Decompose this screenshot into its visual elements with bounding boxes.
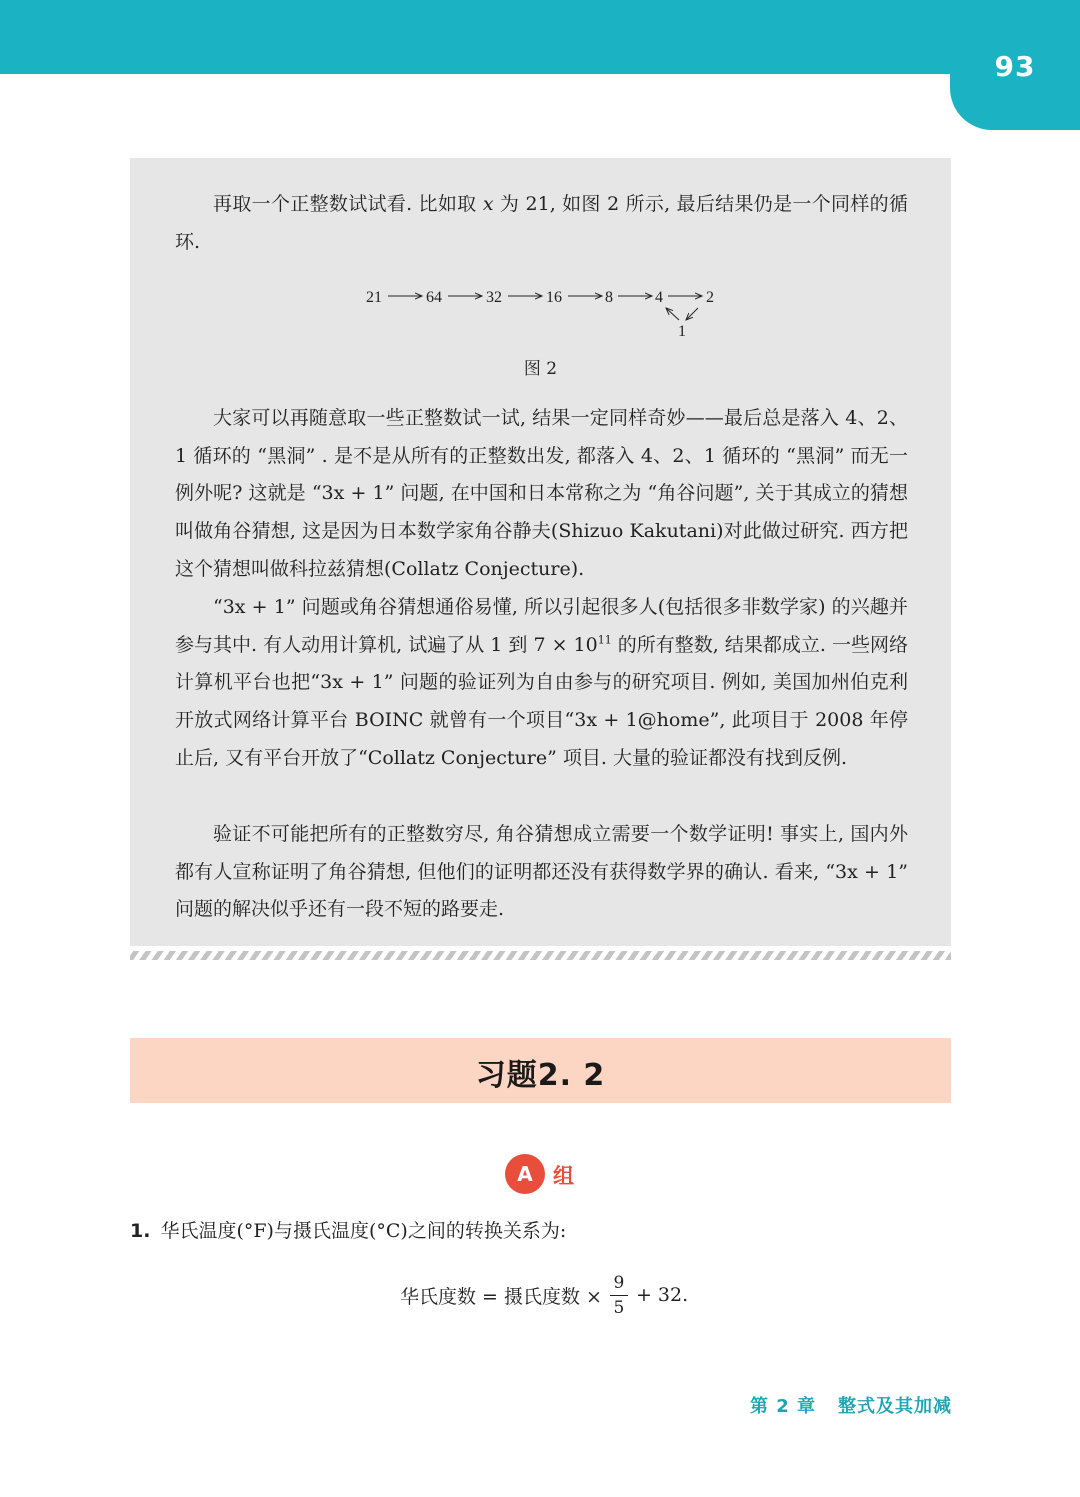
reading-box-stripe-divider	[130, 951, 951, 960]
exercise-title: 习题2. 2	[475, 1058, 606, 1093]
formula-right: + 32.	[635, 1284, 689, 1306]
diagram-node-4: 4	[655, 289, 663, 306]
question-text: 华氏温度(°F)与摄氏温度(°C)之间的转换关系为:	[160, 1220, 567, 1242]
cycle-diagram	[360, 284, 740, 344]
chapter-number: 第 2 章	[749, 1396, 816, 1417]
diagram-node-16: 16	[546, 289, 562, 306]
fraction	[610, 1273, 628, 1318]
group-a-badge: A	[505, 1154, 545, 1194]
question-number: 1.	[130, 1220, 151, 1242]
formula-left: 华氏度数 = 摄氏度数 ×	[400, 1285, 602, 1308]
reading-paragraph-3: “3x + 1” 问题或角谷猜想通俗易懂, 所以引起很多人(包括很多非数学家) 的兴趣并参与其中. 有人动用计算机, 试遍了从 1 到 $7 \times 10^{11}$ 的所有整数, 结果都成立. 一些网络计算机平台也把“3x + 1” 问题的验证列为自由参与的研究项目. 例如, 美国加州伯克利开放式网络计算平台 BOINC 就曾有一个项目“3x + 1@home”, 此项目于 2008 年停止后, 又有平台开放了“Collatz Conjecture” 项目. 大量的验证都没有找到反例.	[175, 596, 908, 769]
header-band	[0, 0, 1080, 74]
figure-caption: 图 2	[523, 359, 558, 379]
reading-paragraph-1: 再取一个正整数试试看. 比如取 x 为 21, 如图 2 所示, 最后结果仍是一个同样的循环.	[175, 193, 908, 253]
chapter-title: 整式及其加减	[838, 1396, 952, 1417]
reading-paragraph-2: 大家可以再随意取一些正整数试一试, 结果一定同样奇妙——最后总是落入 4、2、1 循环的 “黑洞” . 是不是从所有的正整数出发, 都落入 4、2、1 循环的 “黑洞” 而无一例外呢? 这就是 “3x + 1” 问题, 在中国和日本常称之为 “角谷问题”, 关于其成立的猜想叫做角谷猜想, 这是因为日本数学家角谷静夫(Shizuo Kakutani)对此做过研究. 西方把这个猜想叫做科拉兹猜想(Collatz Conjecture).	[175, 407, 908, 580]
diagram-node-8: 8	[605, 289, 613, 306]
exponent: 11	[597, 633, 612, 647]
conversion-formula	[400, 1270, 688, 1320]
page-number: 93	[994, 50, 1036, 83]
reading-paragraph-4: 验证不可能把所有的正整数穷尽, 角谷猜想成立需要一个数学证明! 事实上, 国内外都有人宣称证明了角谷猜想, 但他们的证明都还没有获得数学界的确认. 看来, “3x + 1” 问题的解决似乎还有一段不短的路要走.	[175, 823, 908, 921]
fraction-denominator: 5	[613, 1297, 625, 1318]
diagram-node-64: 64	[426, 289, 442, 306]
chapter-footer	[750, 1392, 952, 1418]
question-1	[130, 1216, 930, 1246]
diagram-node-21: 21	[366, 289, 382, 306]
diagram-node-32: 32	[486, 289, 502, 306]
diagram-node-2: 2	[706, 289, 714, 306]
fraction-numerator: 9	[613, 1272, 625, 1293]
group-label: 组	[553, 1164, 574, 1188]
diagram-node-1: 1	[678, 323, 686, 340]
